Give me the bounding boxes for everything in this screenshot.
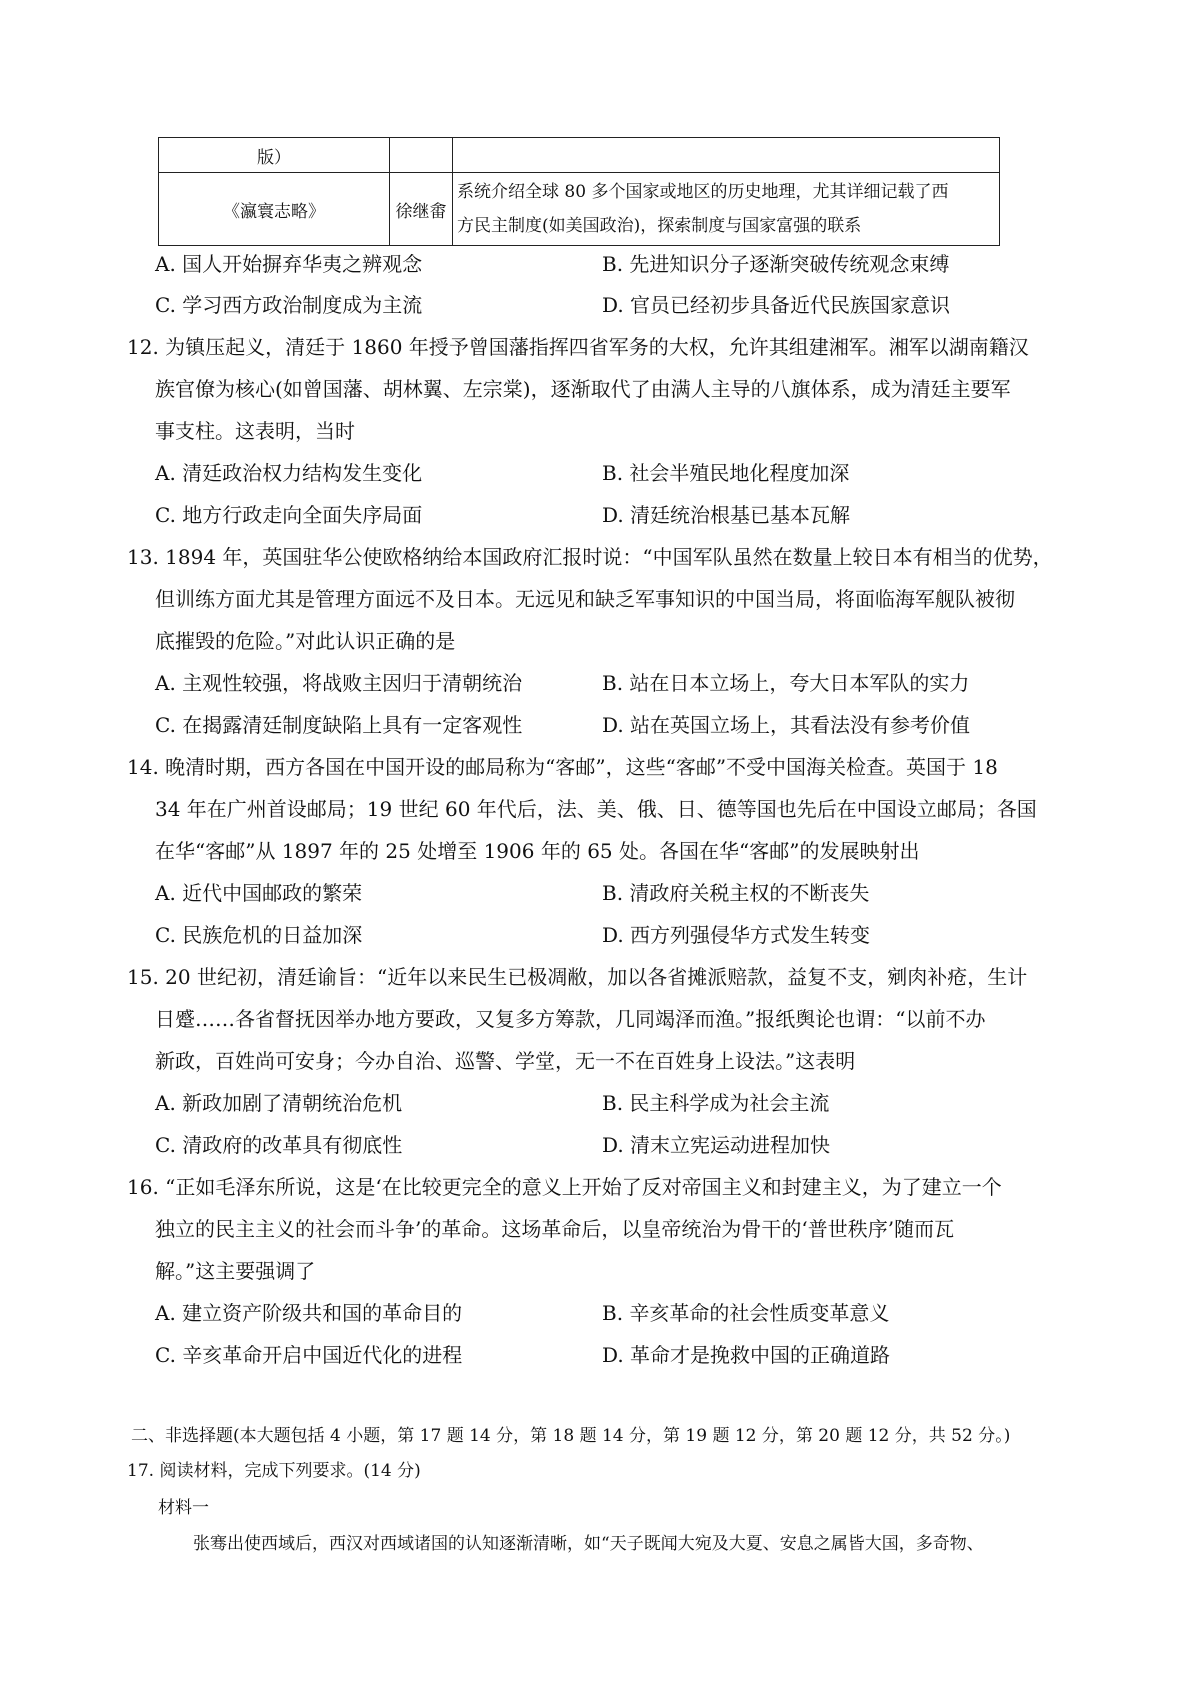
table-cell-book: 《瀛寰志略》 [159,173,390,246]
q14-stem-line: 14. 晚清时期，西方各国在中国开设的邮局称为“客邮”，这些“客邮”不受中国海关检查。英国于 18 [127,755,998,779]
q16-option-d: D. 革命才是挽救中国的正确道路 [602,1343,891,1367]
q16-stem-line: 解。”这主要强调了 [155,1259,316,1283]
q13-option-a: A. 主观性较强，将战败主因归于清朝统治 [155,671,523,695]
q12-stem-line: 事支柱。这表明，当时 [155,419,355,443]
table-cell-content [453,138,1000,173]
q11-option-d: D. 官员已经初步具备近代民族国家意识 [602,293,951,317]
q11-option-c: C. 学习西方政治制度成为主流 [155,293,423,317]
table-cell-author [390,138,453,173]
q14-stem-line: 在华“客邮”从 1897 年的 25 处增至 1906 年的 65 处。各国在华“客邮”的发展映射出 [155,839,920,863]
q13-stem-line: 但训练方面尤其是管理方面远不及日本。无远见和缺乏军事知识的中国当局，将面临海军舰队被彻 [155,587,1015,611]
section-heading: 二、非选择题(本大题包括 4 小题，第 17 题 14 分，第 18 题 14 分，第 19 题 12 分，第 20 题 12 分，共 52 分。) [131,1426,1011,1446]
table-cell-book: 版） [159,138,390,173]
q13-stem-line: 底摧毁的危险。”对此认识正确的是 [155,629,456,653]
q13-option-d: D. 站在英国立场上，其看法没有参考价值 [602,713,971,737]
table-cell-content-line: 系统介绍全球 80 多个国家或地区的历史地理，尤其详细记载了西 [457,182,949,202]
q12-option-b: B. 社会半殖民地化程度加深 [602,461,850,485]
q14-option-d: D. 西方列强侵华方式发生转变 [602,923,871,947]
q15-stem-line: 15. 20 世纪初，清廷谕旨：“近年以来民生已极凋敝，加以各省摊派赔款，益复不支，剜肉补疮，生计 [127,965,1028,989]
q15-option-c: C. 清政府的改革具有彻底性 [155,1133,403,1157]
q13-stem-line: 13. 1894 年，英国驻华公使欧格纳给本国政府汇报时说：“中国军队虽然在数量上较日本有相当的优势， [127,545,1053,569]
q15-option-d: D. 清末立宪运动进程加快 [602,1133,831,1157]
table-cell-author: 徐继畬 [390,173,453,246]
table-row [159,138,1000,173]
q13-option-c: C. 在揭露清廷制度缺陷上具有一定客观性 [155,713,523,737]
q16-option-b: B. 辛亥革命的社会性质变革意义 [602,1301,890,1325]
q12-option-a: A. 清廷政治权力结构发生变化 [155,461,423,485]
q15-option-a: A. 新政加剧了清朝统治危机 [155,1091,403,1115]
q15-stem-line: 日蹙……各省督抚因举办地方要政，又复多方筹款，几同竭泽而渔。”报纸舆论也谓：“以前不办 [155,1007,986,1031]
q16-option-a: A. 建立资产阶级共和国的革命目的 [155,1301,463,1325]
q12-stem-line: 12. 为镇压起义，清廷于 1860 年授予曾国藩指挥四省军务的大权，允许其组建湘军。湘军以湖南籍汉 [127,335,1029,359]
reference-table [158,137,1000,246]
q15-option-b: B. 民主科学成为社会主流 [602,1091,830,1115]
q11-option-a: A. 国人开始摒弃华夷之辨观念 [155,252,423,276]
q12-stem-line: 族官僚为核心(如曾国藩、胡林翼、左宗棠)，逐渐取代了由满人主导的八旗体系，成为清廷主要军 [155,377,1011,401]
q11-option-b: B. 先进知识分子逐渐突破传统观念束缚 [602,252,950,276]
table-row [159,173,1000,246]
table-cell-content-line: 方民主制度(如美国政治)，探索制度与国家富强的联系 [457,216,862,236]
q15-stem-line: 新政，百姓尚可安身；今办自治、巡警、学堂，无一不在百姓身上设法。”这表明 [155,1049,856,1073]
q16-option-c: C. 辛亥革命开启中国近代化的进程 [155,1343,463,1367]
q14-option-b: B. 清政府关税主权的不断丧失 [602,881,870,905]
q14-stem-line: 34 年在广州首设邮局；19 世纪 60 年代后，法、美、俄、日、德等国也先后在中国设立邮局；各国 [155,797,1037,821]
q13-option-b: B. 站在日本立场上，夸大日本军队的实力 [602,671,970,695]
material-label: 材料一 [158,1498,209,1518]
q14-option-c: C. 民族危机的日益加深 [155,923,363,947]
q16-stem-line: 16. “正如毛泽东所说，这是‘在比较更完全的意义上开始了反对帝国主义和封建主义，为了建立一个 [127,1175,1002,1199]
q14-option-a: A. 近代中国邮政的繁荣 [155,881,363,905]
material-text: 张骞出使西域后，西汉对西域诸国的认知逐渐清晰，如“天子既闻大宛及大夏、安息之属皆大国，多奇物、 [193,1534,984,1554]
q12-option-d: D. 清廷统治根基已基本瓦解 [602,503,851,527]
q16-stem-line: 独立的民主主义的社会而斗争’的革命。这场革命后，以皇帝统治为骨干的‘普世秩序’随而瓦 [155,1217,955,1241]
table-cell-content [453,173,1000,246]
q17-stem: 17. 阅读材料，完成下列要求。(14 分) [127,1461,421,1481]
q12-option-c: C. 地方行政走向全面失序局面 [155,503,423,527]
